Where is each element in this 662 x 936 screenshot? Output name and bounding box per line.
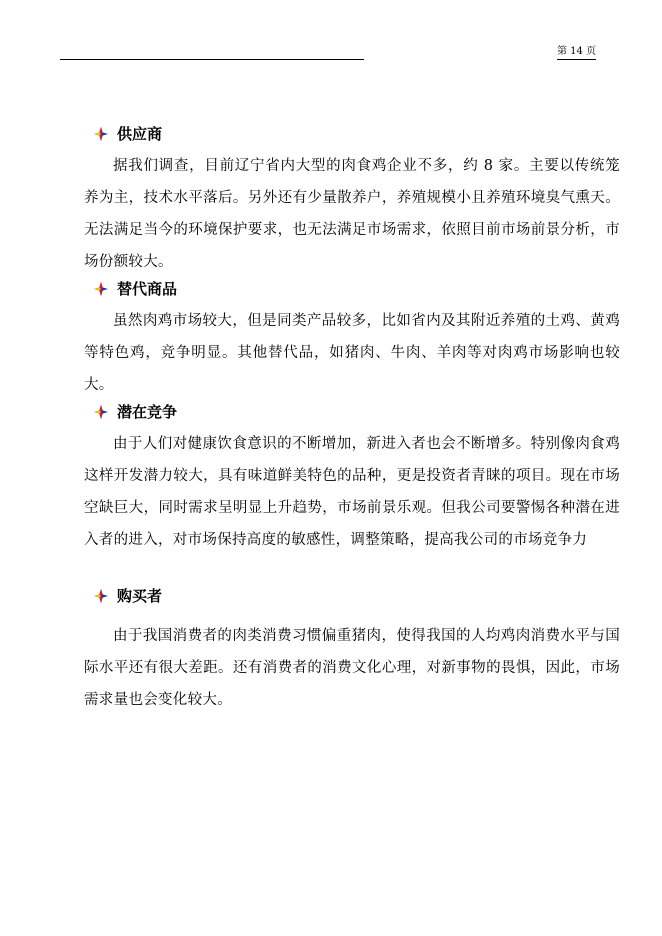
section-paragraph: 虽然肉鸡市场较大，但是同类产品较多，比如省内及其附近养殖的土鸡、黄鸡等特色鸡，竞争明显。其他替代品，如猪肉、牛肉、羊肉等对肉鸡市场影响也较大。 xyxy=(84,313,620,393)
diamond-bullet-icon xyxy=(94,405,108,419)
section-heading-potential-competition xyxy=(94,401,177,423)
section-heading-suppliers xyxy=(94,123,162,145)
header-rule xyxy=(60,59,364,60)
section-heading-text: 替代商品 xyxy=(117,280,178,298)
diamond-bullet-icon xyxy=(94,589,108,603)
section-heading-text: 购买者 xyxy=(117,587,163,605)
section-heading-text: 供应商 xyxy=(117,125,163,143)
section-paragraph: 由于我国消费者的肉类消费习惯偏重猪肉，使得我国的人均鸡肉消费水平与国际水平还有很大差距。还有消费者的消费文化心理，对新事物的畏惧，因此，市场需求量也会变化较大。 xyxy=(84,628,620,708)
section-heading-buyers xyxy=(94,585,162,607)
section-paragraph: 由于人们对健康饮食意识的不断增加，新进入者也会不断增多。特别像肉食鸡这样开发潜力较大，具有味道鲜美特色的品种，更是投资者青睐的项目。现在市场空缺巨大，同时需求呈明显上升趋势，市场前景乐观。但我公司要警惕各种潜在进入者的进入，对市场保持高度的敏感性，调整策略，提高我公司的市场竞争力 xyxy=(84,436,620,548)
section-heading-text: 潜在竞争 xyxy=(117,403,178,421)
diamond-bullet-icon xyxy=(94,282,108,296)
page-number: 第 14 页 xyxy=(557,46,596,60)
diamond-bullet-icon xyxy=(94,127,108,141)
section-heading-substitutes xyxy=(94,278,177,300)
section-paragraph: 据我们调查，目前辽宁省内大型的肉食鸡企业不多，约 8 家。主要以传统笼养为主，技术水平落后。另外还有少量散养户，养殖规模小且养殖环境臭气熏天。无法满足当今的环境保护要求，也无法满足市场需求，依照目前市场前景分析，市场份额较大。 xyxy=(84,158,620,270)
